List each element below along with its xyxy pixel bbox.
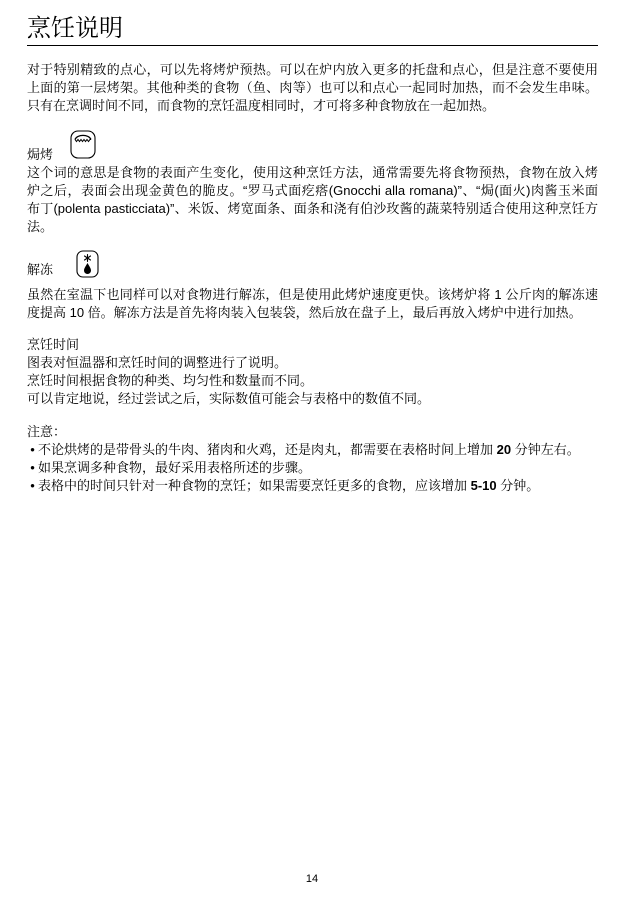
note-text: 分钟左右。 <box>511 442 580 457</box>
title-underline <box>27 45 598 46</box>
notes-section <box>27 423 598 495</box>
cooking-time-heading: 烹饪时间 <box>27 337 80 352</box>
cooking-time-line: 可以肯定地说，经过尝试之后，实际数值可能会与表格中的数值不同。 <box>27 391 431 406</box>
grill-line: 法。 <box>27 219 54 234</box>
note-text: 分钟。 <box>496 478 540 493</box>
defrost-line: 虽然在室温下也同样可以对食物进行解冻，但是使用此烤炉速度更快。该烤炉将 1 公斤肉的解冻速 <box>27 287 598 302</box>
note-item <box>27 477 598 495</box>
defrost-line: 度提高 10 倍。解冻方法是首先将肉装入包装袋，然后放在盘子上，最后再放入烤炉中进行加热。 <box>27 305 582 320</box>
bullet-dot: • <box>30 442 35 457</box>
note-text: 不论烘烤的是带骨头的牛肉、猪肉和火鸡，还是肉丸，都需要在表格时间上增加 <box>38 442 497 457</box>
defrost-paragraph <box>27 286 598 322</box>
cooking-time-line: 烹饪时间根据食物的种类、均匀性和数量而不同。 <box>27 373 314 388</box>
cooking-time-line: 图表对恒温器和烹饪时间的调整进行了说明。 <box>27 355 288 370</box>
note-highlight-number: 5-10 <box>470 478 497 493</box>
note-item <box>27 441 598 459</box>
defrost-icon <box>76 250 99 278</box>
page-number: 14 <box>305 873 319 885</box>
grill-line: 炉之后，表面会出现金黄色的脆皮。“罗马式面疙瘩(Gnocchi alla romana)”、“焗(面火)肉酱玉米面 <box>27 183 598 198</box>
grill-icon <box>70 130 96 159</box>
cooking-time-section <box>27 336 598 408</box>
grill-line: 布丁(polenta pasticciata)”、米饭、烤宽面条、面条和浇有伯沙玫酱的蔬菜特别适合使用这种烹饪方 <box>27 201 598 216</box>
bullet-dot: • <box>30 460 35 475</box>
intro-line: 上面的第一层烤架。其他种类的食物（鱼、肉等）也可以和点心一起同时加热，而不会发生串味。 <box>27 80 598 95</box>
intro-line: 对于特别精致的点心，可以先将烤炉预热。可以在炉内放入更多的托盘和点心，但是注意不要使用 <box>27 62 598 77</box>
page-title: 烹饪说明 <box>27 15 123 42</box>
note-item <box>27 459 598 477</box>
note-text: 如果烹调多种食物，最好采用表格所述的步骤。 <box>38 460 312 475</box>
defrost-label: 解冻 <box>27 262 54 277</box>
grill-paragraph <box>27 164 598 236</box>
intro-line: 只有在烹调时间不同，而食物的烹饪温度相同时，才可将多种食物放在一起加热。 <box>27 98 496 113</box>
note-highlight-number: 20 <box>496 442 512 457</box>
notes-heading: 注意： <box>27 424 67 439</box>
note-text: 表格中的时间只针对一种食物的烹饪；如果需要烹饪更多的食物，应该增加 <box>38 478 471 493</box>
bullet-dot: • <box>30 478 35 493</box>
grill-line: 这个词的意思是食物的表面产生变化，使用这种烹饪方法，通常需要先将食物预热，食物在放入烤 <box>27 165 598 180</box>
intro-paragraph <box>27 61 598 115</box>
grill-label: 焗烤 <box>27 147 54 162</box>
